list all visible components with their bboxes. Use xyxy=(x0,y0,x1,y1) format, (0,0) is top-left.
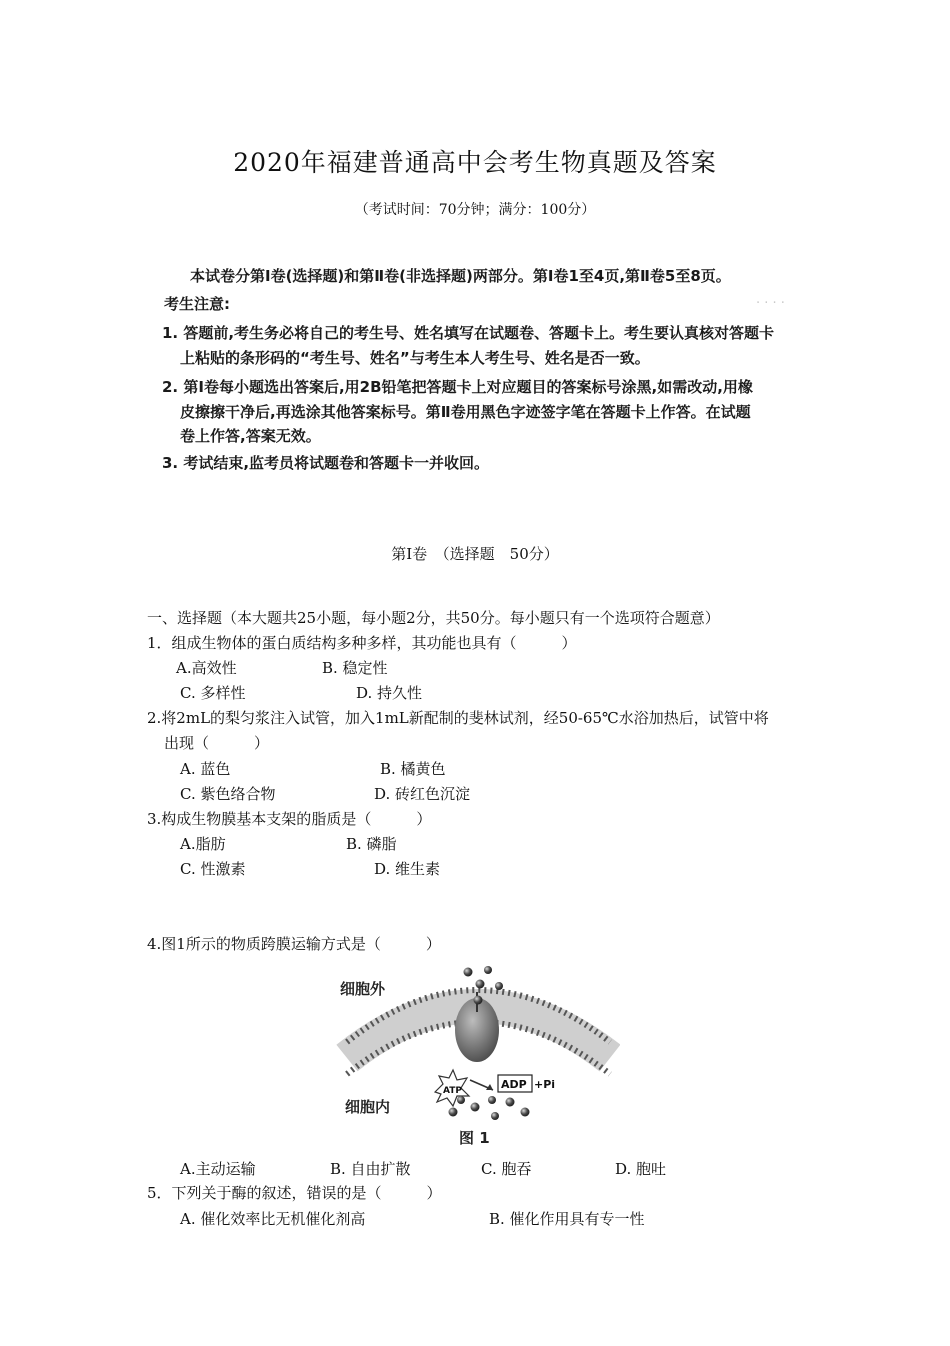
section-title: 第Ⅰ卷 （选择题 50分） xyxy=(391,545,559,563)
solute-particle xyxy=(471,1103,480,1112)
option-d: D. 砖红色沉淀 xyxy=(374,785,471,803)
solute-particle xyxy=(488,1096,496,1104)
solute-particle xyxy=(495,982,503,990)
section-instruction: 一、选择题（本大题共25小题，每小题2分，共50分。每小题只有一个选项符合题意） xyxy=(147,609,720,627)
question-stem: 5．下列关于酶的叙述，错误的是（ ） xyxy=(147,1184,442,1202)
question-stem-cont: 出现（ ） xyxy=(164,734,270,752)
option-c: C. 胞吞 xyxy=(481,1160,532,1178)
pi-label: +Pi xyxy=(534,1078,556,1091)
notice-item-3: 3. 考试结束,监考员将试题卷和答题卡一并收回。 xyxy=(162,454,490,472)
solute-particle xyxy=(457,1096,465,1104)
notice-heading: 考生注意: xyxy=(164,295,230,313)
notice-item-2: 2. 第Ⅰ卷每小题选出答案后,用2B铅笔把答题卡上对应题目的答案标号涂黑,如需改动,用橡 xyxy=(162,378,753,396)
solute-particle xyxy=(506,1098,515,1107)
option-a: A.主动运输 xyxy=(180,1160,256,1178)
option-b: B. 稳定性 xyxy=(322,659,388,677)
membrane-diagram xyxy=(335,962,620,1152)
option-b: B. 磷脂 xyxy=(346,835,397,853)
option-d: D. 维生素 xyxy=(374,860,441,878)
question-stem: 1．组成生物体的蛋白质结构多种多样，其功能也具有（ ） xyxy=(147,634,577,652)
notice-item-2-cont: 卷上作答,答案无效。 xyxy=(180,427,321,445)
solute-particle xyxy=(521,1108,530,1117)
solute-particle xyxy=(484,966,492,974)
option-b: B. 催化作用具有专一性 xyxy=(489,1210,645,1228)
option-a: A.脂肪 xyxy=(180,835,226,853)
option-b: B. 自由扩散 xyxy=(330,1160,411,1178)
option-c: C. 多样性 xyxy=(180,684,246,702)
notice-item-1-cont: 上粘贴的条形码的“考生号、姓名”与考生本人考生号、姓名是否一致。 xyxy=(180,349,650,367)
adp-label: ADP xyxy=(501,1078,527,1091)
notice-line: 本试卷分第Ⅰ卷(选择题)和第Ⅱ卷(非选择题)两部分。第Ⅰ卷1至4页,第Ⅱ卷5至8页。 xyxy=(190,267,731,285)
option-b: B. 橘黄色 xyxy=(380,760,446,778)
question-stem: 2.将2mL的梨匀浆注入试管，加入1mL新配制的斐林试剂，经50-65℃水浴加热后，试管中将 xyxy=(147,709,769,727)
notice-item-2-cont: 皮擦擦干净后,再选涂其他答案标号。第Ⅱ卷用黑色字迹签字笔在答题卡上作答。在试题 xyxy=(180,403,751,421)
option-d: D. 胞吐 xyxy=(615,1160,667,1178)
solute-particle xyxy=(491,1112,499,1120)
notice-item-1: 1. 答题前,考生务必将自己的考生号、姓名填写在试题卷、答题卡上。考生要认真核对答题卡 xyxy=(162,324,775,342)
solute-particle xyxy=(464,968,473,977)
document-title: 2020年福建普通高中会考生物真题及答案 xyxy=(233,148,717,177)
bleed-through-text: . . . . xyxy=(756,292,785,307)
solute-particle xyxy=(449,1108,458,1117)
question-stem: 3.构成生物膜基本支架的脂质是（ ） xyxy=(147,810,432,828)
atp-label: ATP xyxy=(443,1086,463,1096)
option-c: C. 紫色络合物 xyxy=(180,785,276,803)
solute-particle xyxy=(474,996,483,1005)
option-a: A. 催化效率比无机催化剂高 xyxy=(180,1210,366,1228)
option-c: C. 性激素 xyxy=(180,860,246,878)
option-a: A.高效性 xyxy=(176,659,237,677)
option-d: D. 持久性 xyxy=(356,684,423,702)
outside-cell-label: 细胞外 xyxy=(340,980,386,998)
option-a: A. 蓝色 xyxy=(180,760,231,778)
figure-caption: 图 1 xyxy=(459,1129,490,1147)
inside-cell-label: 细胞内 xyxy=(345,1098,391,1116)
solute-particle xyxy=(476,980,485,989)
membrane-transport-figure xyxy=(335,962,620,1152)
exam-notice xyxy=(158,262,878,477)
exam-info: （考试时间：70分钟；满分：100分） xyxy=(354,202,596,218)
question-stem: 4.图1所示的物质跨膜运输方式是（ ） xyxy=(147,935,441,953)
